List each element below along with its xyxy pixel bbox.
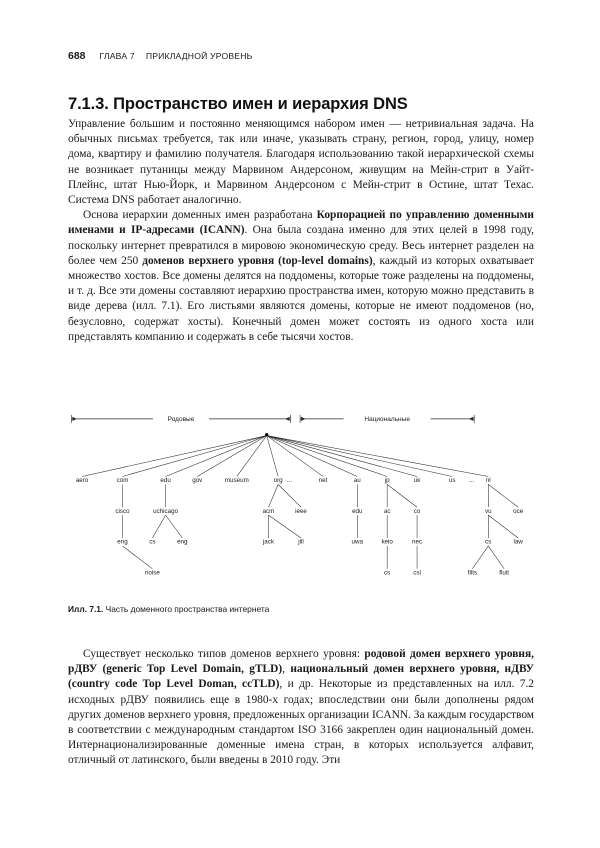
edge-l2-l3-4 — [268, 515, 301, 538]
tree-node-ac: ac — [383, 507, 391, 515]
tree-node-nl: nl — [485, 477, 491, 485]
edge-root-7 — [267, 436, 358, 477]
tree-node-au: au — [353, 477, 361, 485]
paragraph-2-text-b: . Она была создана именно для этих целей в 1998 году, поскольку интернет превратился в мировою экономическую среду. Весь интернет разделен на более чем 250 — [68, 224, 534, 267]
body-text-top — [68, 117, 534, 345]
tree-node-cs: cs — [384, 569, 391, 577]
term-cctld: национальный домен верхнего уровня, нДВУ (country code Top Level Doman, ccTLD) — [68, 663, 534, 691]
edge-l1-l2-6 — [387, 484, 417, 507]
tree-node-co: co — [413, 507, 421, 515]
chapter-number: ГЛАВА 7 — [99, 51, 135, 61]
edge-l2-l3-1 — [152, 515, 165, 538]
chapter-title: ПРИКЛАДНОЙ УРОВЕНЬ — [145, 51, 253, 61]
tree-node-jack: jack — [262, 538, 275, 546]
bracket-arrow-left — [72, 417, 76, 421]
tree-node-uk: uk — [413, 477, 421, 485]
paragraph-3-text-b: , — [282, 663, 291, 676]
term-tld: доменов верхнего уровня (top-level domains) — [142, 254, 373, 267]
tree-line-group — [82, 436, 518, 569]
bracket-label-0: Родовые — [167, 416, 195, 424]
tree-node-eng: eng — [177, 538, 188, 546]
edge-l2-l3-9 — [488, 515, 518, 538]
figure-caption-text: Часть доменного пространства интернета — [103, 604, 270, 614]
tree-node-net: net — [318, 477, 328, 485]
bracket-arrow-left — [301, 417, 305, 421]
ellipsis-1: ... — [468, 477, 475, 485]
edge-root-0 — [82, 436, 267, 477]
bracket-label-1: Национальные — [364, 416, 410, 424]
tree-node-eng: eng — [117, 538, 128, 546]
page-number: 688 — [68, 50, 86, 62]
tree-node-noise: noise — [144, 569, 160, 577]
tree-node-uchicago: uchicago — [153, 507, 179, 515]
edge-l2-l3-2 — [166, 515, 183, 538]
edge-l1-l2-3 — [278, 484, 301, 507]
tree-node-vu: vu — [484, 507, 492, 515]
ellipsis-0: ... — [286, 477, 293, 485]
tree-node-cs: cs — [149, 538, 156, 546]
tree-node-us: us — [448, 477, 456, 485]
page-title: 7.1.3. Пространство имен и иерархия DNS — [68, 95, 408, 114]
tree-node-museum: museum — [224, 477, 249, 485]
tree-node-oce: oce — [513, 507, 524, 515]
tree-node-jp: jp — [384, 477, 390, 485]
tree-node-edu: edu — [160, 477, 171, 485]
tree-node-cisco: cisco — [115, 507, 130, 515]
term-gtld: родовой домен верхнего уровня, рДВУ (generic Top Level Domain, gTLD) — [68, 648, 534, 676]
bracket-arrow-right — [285, 417, 289, 421]
tree-node-fluit: fluit — [499, 569, 509, 577]
tree-node-org: org — [273, 477, 283, 485]
tree-node-com: com — [116, 477, 129, 485]
tree-node-cs: cs — [485, 538, 492, 546]
edge-root-11 — [267, 436, 489, 477]
tree-node-law: law — [513, 538, 523, 546]
edge-l3-l4-4 — [488, 546, 504, 569]
tree-node-csl: csl — [413, 569, 421, 577]
paragraph-3 — [68, 647, 534, 769]
tree-node-nec: nec — [412, 538, 423, 546]
term-icann: Корпорацией по управлению доменными именами и IP-адресами (ICANN) — [68, 209, 534, 237]
figure-caption — [68, 604, 534, 614]
figure-dns-tree — [68, 398, 534, 598]
edge-root-9 — [267, 436, 417, 477]
paragraph-2 — [68, 208, 534, 345]
tree-node-keio: keio — [381, 538, 393, 546]
tree-node-gov: gov — [192, 477, 203, 485]
edge-root-3 — [197, 436, 266, 477]
tree-node-jill: jill — [298, 538, 304, 546]
tree-node-filts: filts — [467, 569, 478, 577]
edge-root-1 — [123, 436, 267, 477]
paragraph-3-text-c: , и др. Некоторые из представленных на илл. 7.2 исходных рДВУ появились еще в 1980-х годах; впоследствии они были дополнены рядом других доменов верхнего уровня, предложенных организации ICANN. За каждым государством в соответствии с международным стандартом ISO 3166 закреплен один национальный домен. Интернационализированные доменные имена стран, в которых используется алфавит, отличный от латинского, были введены в 2010 году. Эти — [68, 678, 534, 767]
edge-l1-l2-2 — [268, 484, 278, 507]
paragraph-2-text-a: Основа иерархии доменных имен разработана — [83, 209, 317, 222]
tree-node-ieee: ieee — [295, 507, 307, 515]
paragraph-2-text-c: , каждый из которых охватывает множество хостов. Все домены делятся на поддомены, которые тоже разделены на поддомены, и т. д. Все эти домены составляют иерархию пространства имен, которую можно представить в виде дерева (илл. 7.1). Его листьями являются домены, которые не имеют поддоменов (но, безусловно, содержат хосты). Конечный домен может состоять из одного хоста или представлять компанию и содержать в себе тысячи хостов. — [68, 254, 534, 343]
edge-root-5 — [267, 436, 278, 477]
body-text-bottom — [68, 647, 534, 769]
root-node — [265, 433, 268, 436]
tree-node-uwa: uwa — [351, 538, 363, 546]
tree-node-group — [76, 433, 524, 576]
tree-node-acm: acm — [262, 507, 275, 515]
bracket-arrow-right — [469, 417, 473, 421]
paragraph-3-text-a: Существует несколько типов доменов верхнего уровня: — [83, 648, 365, 660]
bracket-group — [72, 415, 475, 423]
edge-root-8 — [267, 436, 387, 477]
figure-caption-number: Илл. 7.1. — [68, 604, 104, 614]
running-head — [68, 50, 252, 62]
edge-l3-l4-0 — [123, 546, 153, 569]
dns-tree-svg — [68, 398, 534, 598]
edge-l3-l4-3 — [472, 546, 488, 569]
paragraph-1: Управление большим и постоянно меняющимся набором имен — нетривиальная задача. На обычных письмах требуется, так или иначе, указывать страну, регион, город, улицу, номер дома, квартиру и фамилию получателя. Благодаря использованию такой иерархической схемы не возникает путаницы между Марвином Андерсоном, живущим на Мейн-стрит в Уайт-Плейнс, штат Нью-Йорк, и Марвином Андерсоном с Мейн-стрит в Остине, штат Техас. Система DNS работает аналогично. — [68, 118, 534, 207]
edge-l1-l2-8 — [488, 484, 518, 507]
tree-node-edu: edu — [352, 507, 363, 515]
tree-node-aero: aero — [75, 477, 89, 485]
